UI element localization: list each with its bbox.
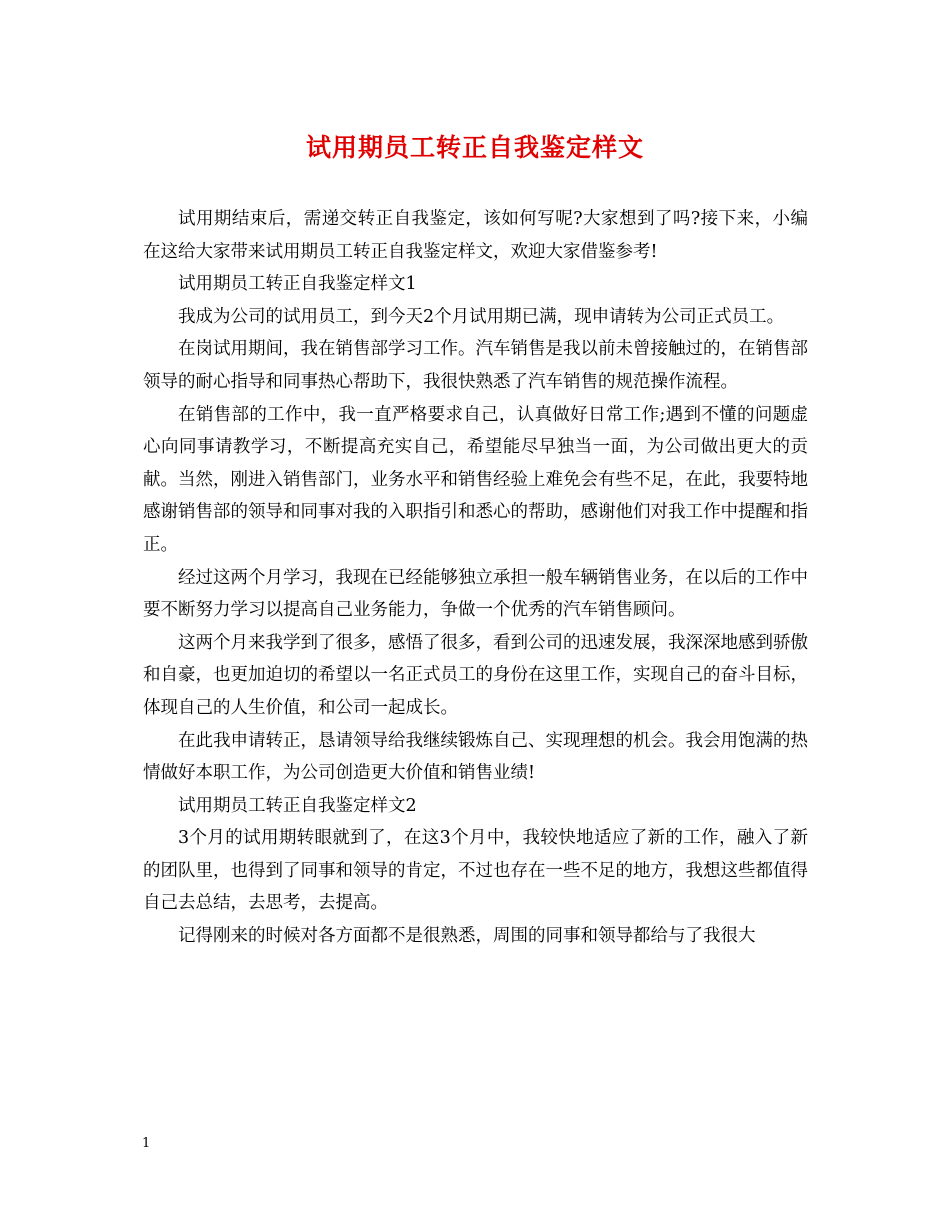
paragraph: 记得刚来的时候对各方面都不是很熟悉，周围的同事和领导都给与了我很大 — [178, 926, 756, 947]
paragraph: 3个月的试用期转眼就到了，在这3个月中，我较快地适应了新的工作，融入了新的团队里，也得到了同事和领导的肯定，不过也存在一些不足的地方，我想这些都值得自己去总结，去思考，去提高。 — [143, 828, 808, 914]
page-number: 1 — [142, 1136, 151, 1151]
document-title: 试用期员工转正自我鉴定样文 — [305, 133, 644, 162]
paragraph: 在销售部的工作中，我一直严格要求自己，认真做好日常工作;遇到不懂的问题虚心向同事请教学习，不断提高充实自己，希望能尽早独当一面，为公司做出更大的贡献。当然，刚进入销售部门，业务水平和销售经验上难免会有些不足，在此，我要特地感谢销售部的领导和同事对我的入职指引和悉心的帮助，感谢他们对我工作中提醒和指正。 — [143, 404, 808, 555]
paragraph: 在岗试用期间，我在销售部学习工作。汽车销售是我以前未曾接触过的，在销售部领导的耐心指导和同事热心帮助下，我很快熟悉了汽车销售的规范操作流程。 — [143, 339, 808, 392]
paragraph: 这两个月来我学到了很多，感悟了很多，看到公司的迅速发展，我深深地感到骄傲和自豪，也更加迫切的希望以一名正式员工的身份在这里工作，实现自己的奋斗目标，体现自己的人生价值，和公司一起成长。 — [143, 632, 808, 718]
paragraph: 经过这两个月学习，我现在已经能够独立承担一般车辆销售业务，在以后的工作中要不断努力学习以提高自己业务能力，争做一个优秀的汽车销售顾问。 — [143, 567, 808, 621]
section-heading-1: 试用期员工转正自我鉴定样文1 — [178, 274, 417, 295]
document-body — [143, 203, 808, 953]
paragraph-intro: 试用期结束后，需递交转正自我鉴定，该如何写呢?大家想到了吗?接下来，小编在这给大家带来试用期员工转正自我鉴定样文，欢迎大家借鉴参考! — [143, 209, 808, 262]
paragraph: 我成为公司的试用员工，到今天2个月试用期已满，现申请转为公司正式员工。 — [178, 306, 785, 327]
paragraph: 在此我申请转正，恳请领导给我继续锻炼自己、实现理想的机会。我会用饱满的热情做好本职工作，为公司创造更大价值和销售业绩! — [143, 730, 808, 784]
section-heading-2: 试用期员工转正自我鉴定样文2 — [178, 795, 417, 816]
